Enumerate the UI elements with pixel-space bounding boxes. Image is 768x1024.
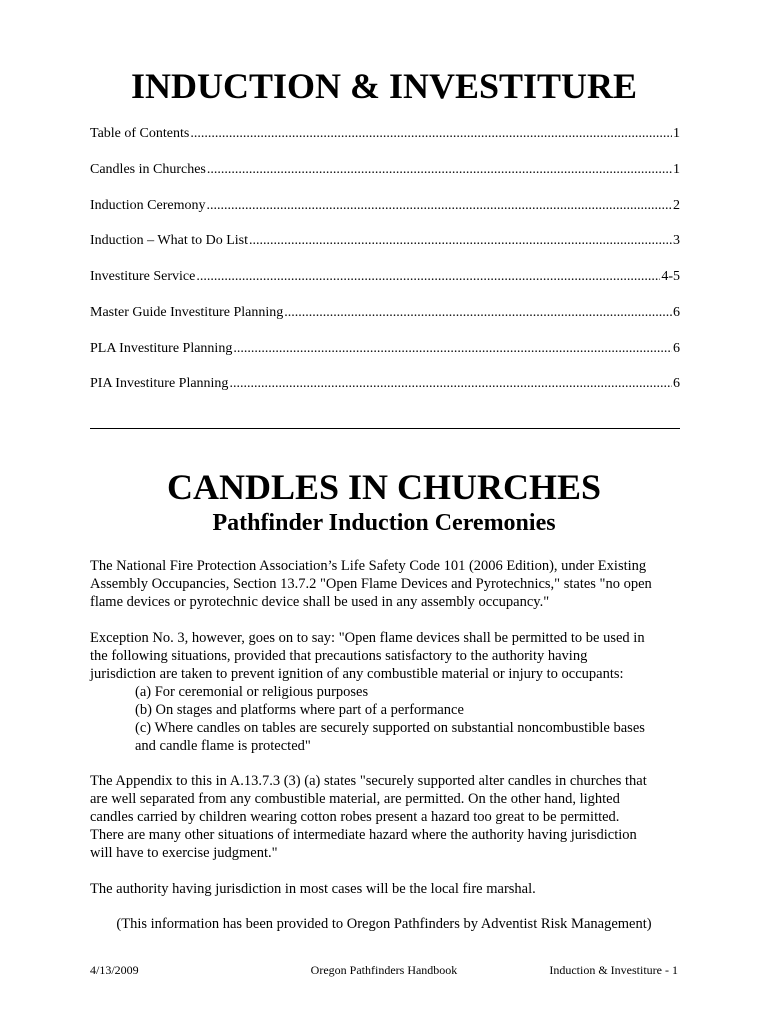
- paragraph-line: candles carried by children wearing cotton robes present a hazard too great to be permitted.: [90, 809, 620, 825]
- paragraph-line: The National Fire Protection Association’s Life Safety Code 101 (2006 Edition), under Existing: [90, 558, 647, 574]
- toc-leader-dots: [207, 161, 672, 179]
- source-note: (This information has been provided to Oregon Pathfinders by Adventist Risk Management): [116, 916, 652, 932]
- paragraph-line: The authority having jurisdiction in most cases will be the local fire marshal.: [90, 881, 536, 897]
- footer-handbook-title: Oregon Pathfinders Handbook: [310, 963, 458, 977]
- toc-leader-dots: [196, 268, 660, 286]
- toc-entry-page: 3: [673, 233, 680, 248]
- paragraph-line: The Appendix to this in A.13.7.3 (3) (a) states "securely supported alter candles in churches that: [90, 773, 647, 789]
- toc-leader-dots: [284, 304, 672, 322]
- toc-entry-label: Induction Ceremony: [90, 198, 206, 213]
- footer-page-number: Induction & Investiture - 1: [549, 963, 678, 977]
- toc-entry-label: Induction – What to Do List: [90, 233, 248, 248]
- toc-entry-label: Candles in Churches: [90, 162, 206, 177]
- paragraph-appendix: [90, 772, 690, 862]
- toc-entry-page: 6: [673, 305, 680, 320]
- paragraph-authority: [90, 880, 690, 898]
- document-title: INDUCTION & INVESTITURE: [130, 66, 638, 106]
- section-title: CANDLES IN CHURCHES: [166, 467, 602, 507]
- toc-entry: [90, 161, 680, 179]
- toc-entry-page: 1: [673, 126, 680, 141]
- paragraph-line: the following situations, provided that precautions satisfactory to the authority having: [90, 648, 588, 664]
- toc-leader-dots: [233, 340, 672, 358]
- toc-entry-page: 4-5: [661, 269, 680, 284]
- paragraph-exception: [90, 629, 690, 755]
- toc-entry: [90, 268, 680, 286]
- exception-item: (c) Where candles on tables are securely supported on substantial noncombustible bases: [135, 720, 645, 736]
- toc-entry-page: 1: [673, 162, 680, 177]
- toc-entry: [90, 232, 680, 250]
- section-subtitle: Pathfinder Induction Ceremonies: [212, 510, 556, 536]
- footer-date: 4/13/2009: [90, 963, 139, 977]
- toc-entry-label: Master Guide Investiture Planning: [90, 305, 284, 320]
- paragraph-line: flame devices or pyrotechnic device shall be used in any assembly occupancy.": [90, 594, 550, 610]
- toc-entry-page: 6: [673, 376, 680, 391]
- toc-entry-label: Table of Contents: [90, 126, 190, 141]
- paragraph-line: will have to exercise judgment.": [90, 845, 278, 861]
- paragraph-line: are well separated from any combustible material, are permitted. On the other hand, lighted: [90, 791, 620, 807]
- paragraph-line: Exception No. 3, however, goes on to say: "Open flame devices shall be permitted to be used in: [90, 630, 645, 646]
- toc-leader-dots: [206, 197, 672, 215]
- toc-entry-label: Investiture Service: [90, 269, 196, 284]
- toc-entry-page: 2: [673, 198, 680, 213]
- toc-leader-dots: [249, 232, 672, 250]
- paragraph-line: Assembly Occupancies, Section 13.7.2 "Open Flame Devices and Pyrotechnics," states "no open: [90, 576, 652, 592]
- paragraph-line: There are many other situations of intermediate hazard where the authority having jurisdiction: [90, 827, 637, 843]
- paragraph-line: jurisdiction are taken to prevent ignition of any combustible material or injury to occupants:: [90, 666, 624, 682]
- toc-entry-label: PLA Investiture Planning: [90, 341, 233, 356]
- toc-entry-page: 6: [673, 341, 680, 356]
- toc-entry-label: PIA Investiture Planning: [90, 376, 229, 391]
- toc-entry: [90, 375, 680, 393]
- toc-entry: [90, 340, 680, 358]
- exception-item: (a) For ceremonial or religious purposes: [135, 684, 369, 700]
- section-divider: [90, 428, 680, 429]
- toc-leader-dots: [229, 375, 672, 393]
- toc-leader-dots: [190, 125, 672, 143]
- toc-entry: [90, 197, 680, 215]
- toc-entry: [90, 304, 680, 322]
- exception-item: (b) On stages and platforms where part of a performance: [135, 702, 464, 718]
- exception-item: and candle flame is protected": [135, 738, 311, 754]
- toc-entry: [90, 125, 680, 143]
- paragraph-fire-code: [90, 557, 690, 611]
